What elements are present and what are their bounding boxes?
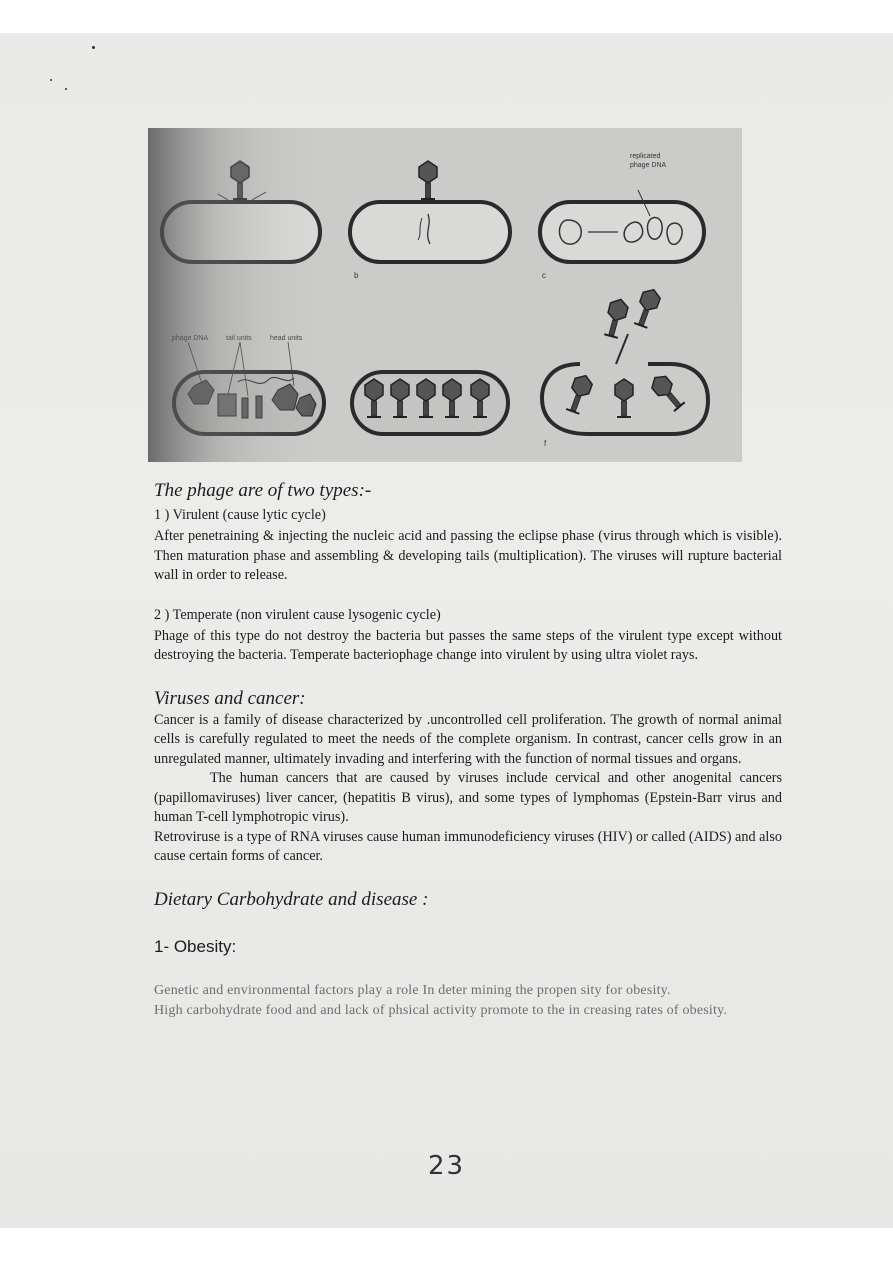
- speck-mark: [92, 46, 95, 49]
- paragraph-retrovirus: Retroviruse is a type of RNA viruses cause human immunodeficiency viruses (HIV) or called (AIDS) and also cause certain forms of cancer.: [154, 828, 782, 864]
- phage-lytic-cycle-figure: [148, 128, 742, 462]
- subheading-obesity: 1- Obesity:: [154, 936, 237, 956]
- speck-mark: [50, 79, 52, 81]
- paragraph-temperate: Phage of this type do not destroy the bacteria but passes the same steps of the virulent type except without destroying the bacteria. Temperate bacteriophage change into virulent by using ultra violet rays.: [154, 627, 782, 663]
- heading-dietary-carbohydrate: Dietary Carbohydrate and disease :: [154, 888, 429, 910]
- paragraph-virulent: After penetraining & injecting the nucleic acid and passing the eclipse phase (virus through which is visible). Then maturation phase and assembling & developing tails (multiplication). The viruses will rupture bacterial wall in order to release.: [154, 528, 782, 583]
- paragraph-obesity-factors: Genetic and environmental factors play a role In deter mining the propen sity for obesity.: [154, 982, 671, 998]
- subheading-virulent: 1 ) Virulent (cause lytic cycle): [154, 507, 326, 523]
- heading-viruses-cancer: Viruses and cancer:: [154, 687, 306, 709]
- body-text: [154, 480, 782, 1021]
- paragraph-obesity-food: High carbohydrate food and and lack of phsical activity promote to the in creasing rates of obesity.: [154, 1002, 728, 1018]
- paragraph-cancer-viruses: The human cancers that are caused by viruses include cervical and other anogenital cancers (papillomaviruses) liver cancer, (hepatitis B virus), and some types of lymphomas (Epstein-Barr virus and human T-cell lymphotropic virus).: [154, 770, 782, 825]
- page-number: 23: [428, 1151, 466, 1181]
- subheading-temperate: 2 ) Temperate (non virulent cause lysogenic cycle): [154, 606, 441, 623]
- paragraph-cancer-definition: Cancer is a family of disease characterized by .uncontrolled cell proliferation. The growth of normal animal cells is carefully regulated to meet the needs of the complete organism. In contrast, cancer cells grow in an unregulated manner, ultimately invading and interfering with the function of normal tissues and organs.: [154, 711, 782, 767]
- heading-phage-types: The phage are of two types:-: [154, 480, 372, 501]
- speck-mark: [65, 88, 67, 90]
